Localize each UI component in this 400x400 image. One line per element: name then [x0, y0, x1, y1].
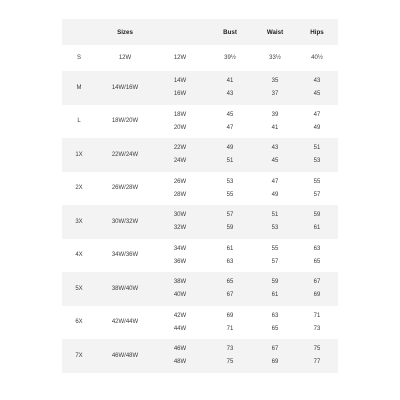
cell-size: 3X [75, 218, 83, 225]
table-row [62, 272, 338, 306]
cell-size: 5X [75, 285, 83, 292]
cell-w-value: 26W [173, 178, 187, 185]
cell-waist-value: 35 [271, 78, 279, 85]
cell-w-value: 20W [173, 124, 187, 131]
table-row [62, 172, 338, 206]
cell-waist [254, 45, 296, 71]
cell-bust-value: 65 [226, 279, 234, 286]
cell-bust-value: 43 [226, 91, 234, 98]
cell-w-value: 44W [173, 325, 187, 332]
cell-bust-value: 51 [226, 158, 234, 165]
cell-waist-value: 63 [271, 312, 279, 319]
cell-hips [296, 71, 338, 105]
cell-size: M [76, 84, 82, 91]
cell-sizes: 46W/48W [111, 352, 139, 359]
cell-sizes: 18W/20W [111, 118, 139, 125]
cell-w [154, 71, 206, 105]
cell-hips-value: 51 [313, 145, 321, 152]
cell-w-value: 22W [173, 145, 187, 152]
cell-hips-value: 45 [313, 91, 321, 98]
table-header-row [62, 19, 338, 45]
header-waist: Waist [266, 28, 284, 36]
cell-w-value: 30W [173, 212, 187, 219]
cell-waist [254, 172, 296, 206]
cell-sizes: 42W/44W [111, 319, 139, 326]
cell-hips [296, 205, 338, 239]
cell-sizes: 38W/40W [111, 285, 139, 292]
cell-hips-value: 59 [313, 212, 321, 219]
cell-w-value: 18W [173, 111, 187, 118]
table-body [62, 45, 338, 373]
cell-w [154, 339, 206, 373]
cell-w [154, 306, 206, 340]
cell-sizes: 22W/24W [111, 151, 139, 158]
table-row [62, 205, 338, 239]
cell-bust [206, 306, 254, 340]
cell-hips-value: 47 [313, 111, 321, 118]
cell-waist-value: 65 [271, 325, 279, 332]
cell-hips-value: 77 [313, 359, 321, 366]
cell-bust [206, 138, 254, 172]
cell-bust [206, 272, 254, 306]
cell-waist-value: 49 [271, 191, 279, 198]
cell-w-value: 16W [173, 91, 187, 98]
cell-waist [254, 339, 296, 373]
cell-bust [206, 339, 254, 373]
cell-w-value: 32W [173, 225, 187, 232]
table-row [62, 306, 338, 340]
cell-waist [254, 205, 296, 239]
cell-w [154, 45, 206, 71]
cell-w-value: 38W [173, 279, 187, 286]
cell-w [154, 239, 206, 273]
cell-waist-value: 61 [271, 292, 279, 299]
cell-waist-value: 53 [271, 225, 279, 232]
cell-w-value: 12W [173, 55, 187, 61]
header-size [62, 19, 96, 45]
cell-waist [254, 272, 296, 306]
cell-waist-value: 67 [271, 346, 279, 353]
cell-hips-value: 73 [313, 325, 321, 332]
cell-hips-value: 67 [313, 279, 321, 286]
cell-bust-value: 61 [226, 245, 234, 252]
cell-waist-value: 51 [271, 212, 279, 219]
cell-sizes: 26W/28W [111, 185, 139, 192]
cell-waist [254, 105, 296, 139]
cell-bust-value: 73 [226, 346, 234, 353]
cell-w-value: 40W [173, 292, 187, 299]
table-row [62, 105, 338, 139]
cell-bust-value: 59 [226, 225, 234, 232]
cell-sizes: 12W [118, 55, 132, 61]
cell-bust-value: 55 [226, 191, 234, 198]
cell-w-value: 28W [173, 191, 187, 198]
cell-size: 7X [75, 352, 83, 359]
cell-hips-value: 61 [313, 225, 321, 232]
cell-size: L [77, 118, 81, 125]
cell-bust [206, 205, 254, 239]
table-row [62, 138, 338, 172]
header-sizes: Sizes [117, 28, 133, 36]
cell-bust-value: 63 [226, 258, 234, 265]
cell-size: 1X [75, 151, 83, 158]
cell-bust-value: 53 [226, 178, 234, 185]
cell-sizes: 30W/32W [111, 218, 139, 225]
cell-size: 4X [75, 252, 83, 259]
cell-waist-value: 69 [271, 359, 279, 366]
cell-bust [206, 172, 254, 206]
cell-sizes: 34W/36W [111, 252, 139, 259]
cell-waist [254, 138, 296, 172]
size-chart-table [62, 19, 338, 373]
cell-bust [206, 45, 254, 71]
cell-w [154, 105, 206, 139]
cell-bust-value: 47 [226, 124, 234, 131]
cell-bust-value: 45 [226, 111, 234, 118]
cell-bust [206, 105, 254, 139]
cell-hips-value: 43 [313, 78, 321, 85]
cell-waist-value: 33½ [269, 55, 281, 61]
cell-w [154, 138, 206, 172]
header-hips: Hips [310, 28, 324, 36]
cell-hips-value: 40½ [311, 55, 323, 61]
cell-size: 2X [75, 185, 83, 192]
cell-bust-value: 75 [226, 359, 234, 366]
cell-w-value: 34W [173, 245, 187, 252]
cell-waist [254, 306, 296, 340]
header-bust: Bust [223, 28, 237, 36]
cell-waist-value: 57 [271, 258, 279, 265]
cell-hips-value: 53 [313, 158, 321, 165]
cell-waist-value: 43 [271, 145, 279, 152]
table-row [62, 239, 338, 273]
cell-bust-value: 71 [226, 325, 234, 332]
cell-hips-value: 55 [313, 178, 321, 185]
cell-waist-value: 59 [271, 279, 279, 286]
cell-size: S [76, 55, 81, 61]
cell-waist-value: 55 [271, 245, 279, 252]
cell-hips-value: 65 [313, 258, 321, 265]
cell-hips-value: 69 [313, 292, 321, 299]
cell-hips [296, 306, 338, 340]
cell-w-value: 14W [173, 78, 187, 85]
cell-waist-value: 39 [271, 111, 279, 118]
cell-waist-value: 41 [271, 124, 279, 131]
cell-hips [296, 45, 338, 71]
cell-sizes: 14W/16W [111, 84, 139, 91]
cell-w [154, 205, 206, 239]
cell-hips [296, 105, 338, 139]
cell-hips-value: 75 [313, 346, 321, 353]
cell-w [154, 172, 206, 206]
cell-hips [296, 239, 338, 273]
cell-bust-value: 67 [226, 292, 234, 299]
cell-bust-value: 69 [226, 312, 234, 319]
cell-w-value: 24W [173, 158, 187, 165]
cell-w-value: 36W [173, 258, 187, 265]
cell-hips [296, 138, 338, 172]
table-row [62, 45, 338, 71]
cell-waist [254, 71, 296, 105]
cell-hips-value: 71 [313, 312, 321, 319]
cell-waist-value: 45 [271, 158, 279, 165]
cell-bust-value: 41 [226, 78, 234, 85]
cell-hips-value: 49 [313, 124, 321, 131]
cell-hips [296, 172, 338, 206]
cell-hips [296, 339, 338, 373]
table-row [62, 339, 338, 373]
cell-waist-value: 47 [271, 178, 279, 185]
header-w [154, 19, 206, 45]
cell-bust-value: 49 [226, 145, 234, 152]
cell-hips [296, 272, 338, 306]
table-row [62, 71, 338, 105]
cell-bust-value: 57 [226, 212, 234, 219]
cell-bust [206, 71, 254, 105]
cell-size: 6X [75, 319, 83, 326]
cell-hips-value: 57 [313, 191, 321, 198]
cell-w-value: 42W [173, 312, 187, 319]
cell-w [154, 272, 206, 306]
cell-waist-value: 37 [271, 91, 279, 98]
cell-hips-value: 63 [313, 245, 321, 252]
cell-w-value: 48W [173, 359, 187, 366]
cell-bust-value: 39½ [224, 55, 236, 61]
cell-bust [206, 239, 254, 273]
cell-w-value: 46W [173, 346, 187, 353]
cell-waist [254, 239, 296, 273]
